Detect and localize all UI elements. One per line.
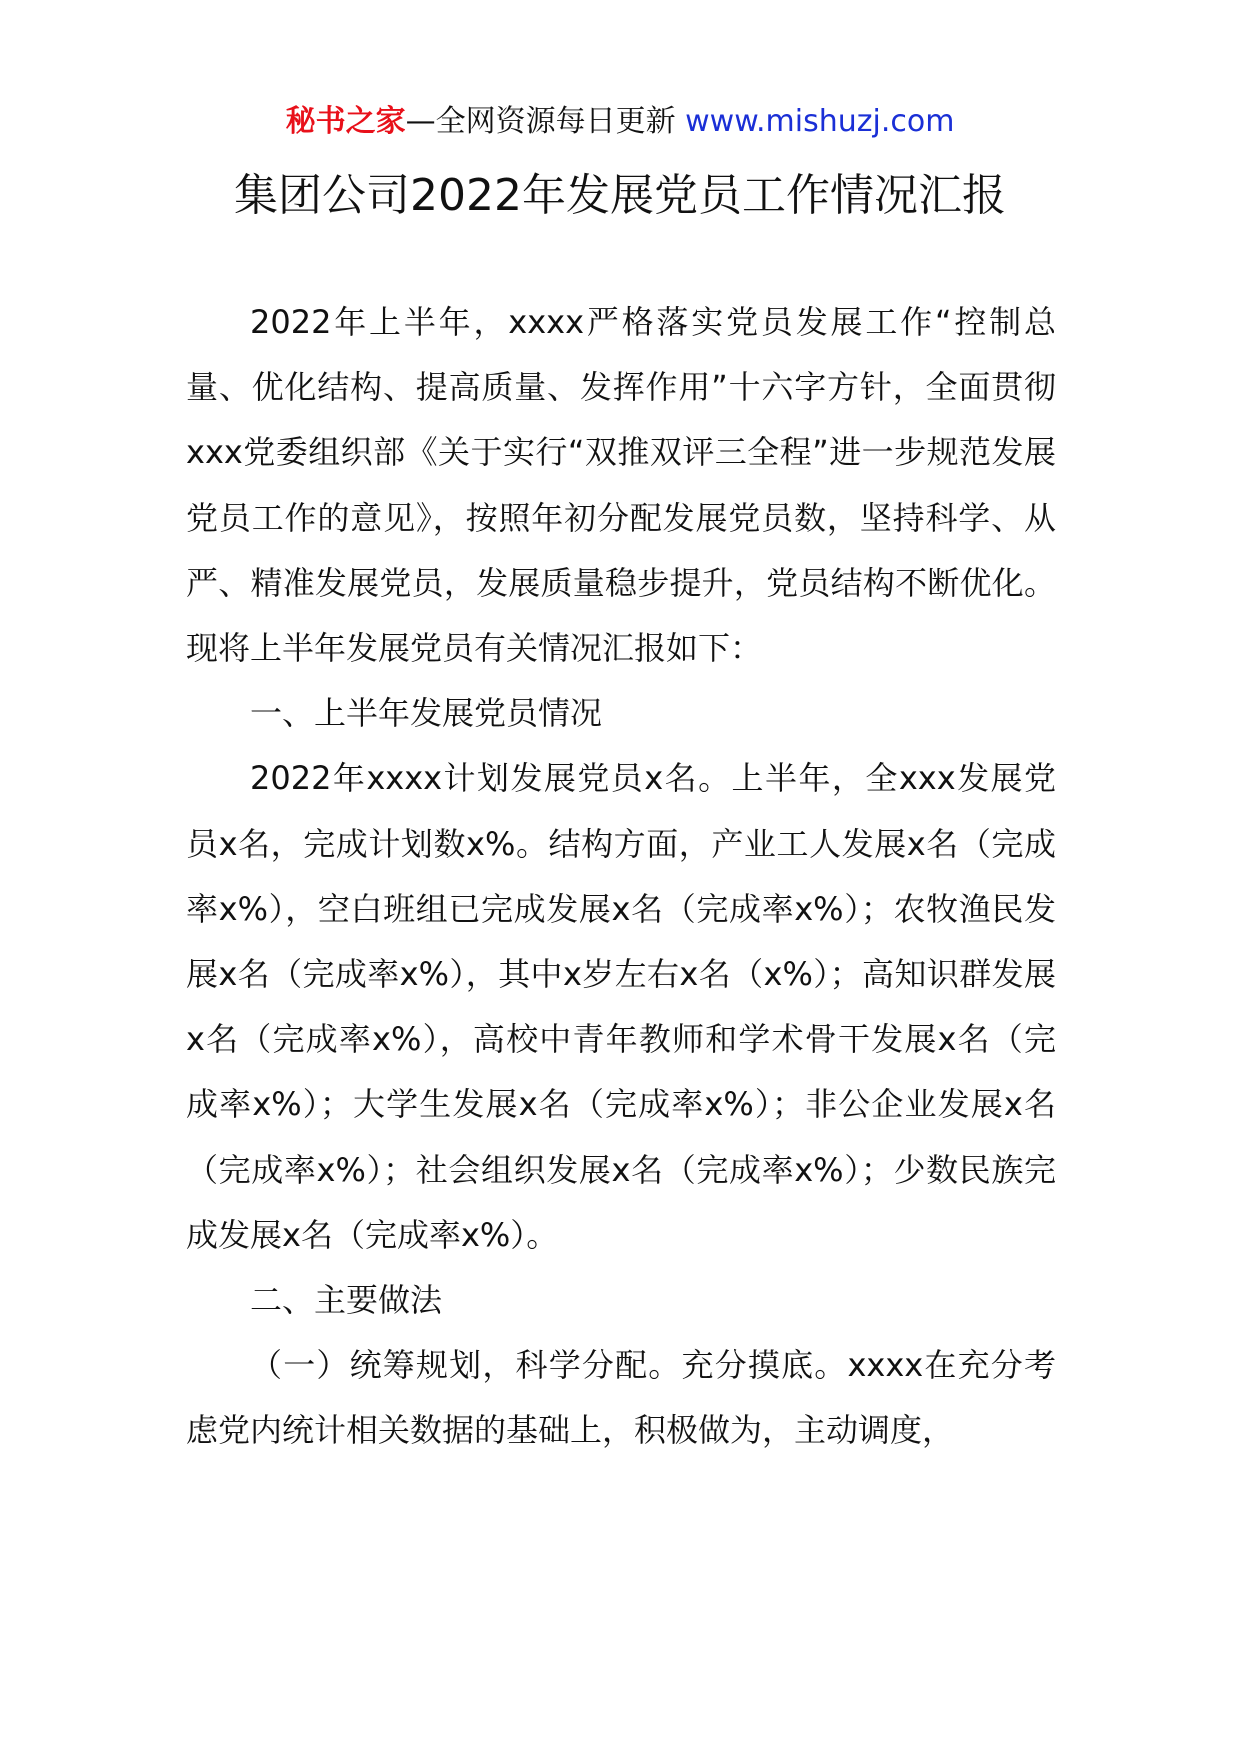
site-header: [0, 102, 1240, 142]
document-title: 集团公司2022年发展党员工作情况汇报: [234, 170, 1006, 221]
document-body: [186, 290, 1056, 1464]
section-2-paragraph: （一）统筹规划，科学分配。充分摸底。xxxx在充分考虑党内统计相关数据的基础上，积极做为，主动调度，: [186, 1346, 1056, 1450]
section-heading-2: 二、主要做法: [250, 1281, 443, 1320]
intro-paragraph: 2022年上半年，xxxx严格落实党员发展工作“控制总量、优化结构、提高质量、发挥作用”十六字方针，全面贯彻xxx党委组织部《关于实行“双推双评三全程”进一步规范发展党员工作的意见》，按照年初分配发展党员数，坚持科学、从严、精准发展党员，发展质量稳步提升，党员结构不断优化。现将上半年发展党员有关情况汇报如下：: [186, 303, 1056, 668]
site-slogan: —全网资源每日更新: [405, 104, 686, 139]
site-brand: 秘书之家: [285, 104, 406, 139]
site-url-link[interactable]: www.mishuzj.com: [685, 104, 955, 139]
section-heading-1: 一、上半年发展党员情况: [250, 694, 603, 733]
section-1-paragraph: 2022年xxxx计划发展党员x名。上半年，全xxx发展党员x名，完成计划数x%。结构方面，产业工人发展x名（完成率x%），空白班组已完成发展x名（完成率x%）；农牧渔民发展x名（完成率x%），其中x岁左右x名（x%）；高知识群发展x名（完成率x%），高校中青年教师和学术骨干发展x名（完成率x%）；大学生发展x名（完成率x%）；非公企业发展x名（完成率x%）；社会组织发展x名（完成率x%）；少数民族完成发展x名（完成率x%）。: [186, 759, 1056, 1254]
